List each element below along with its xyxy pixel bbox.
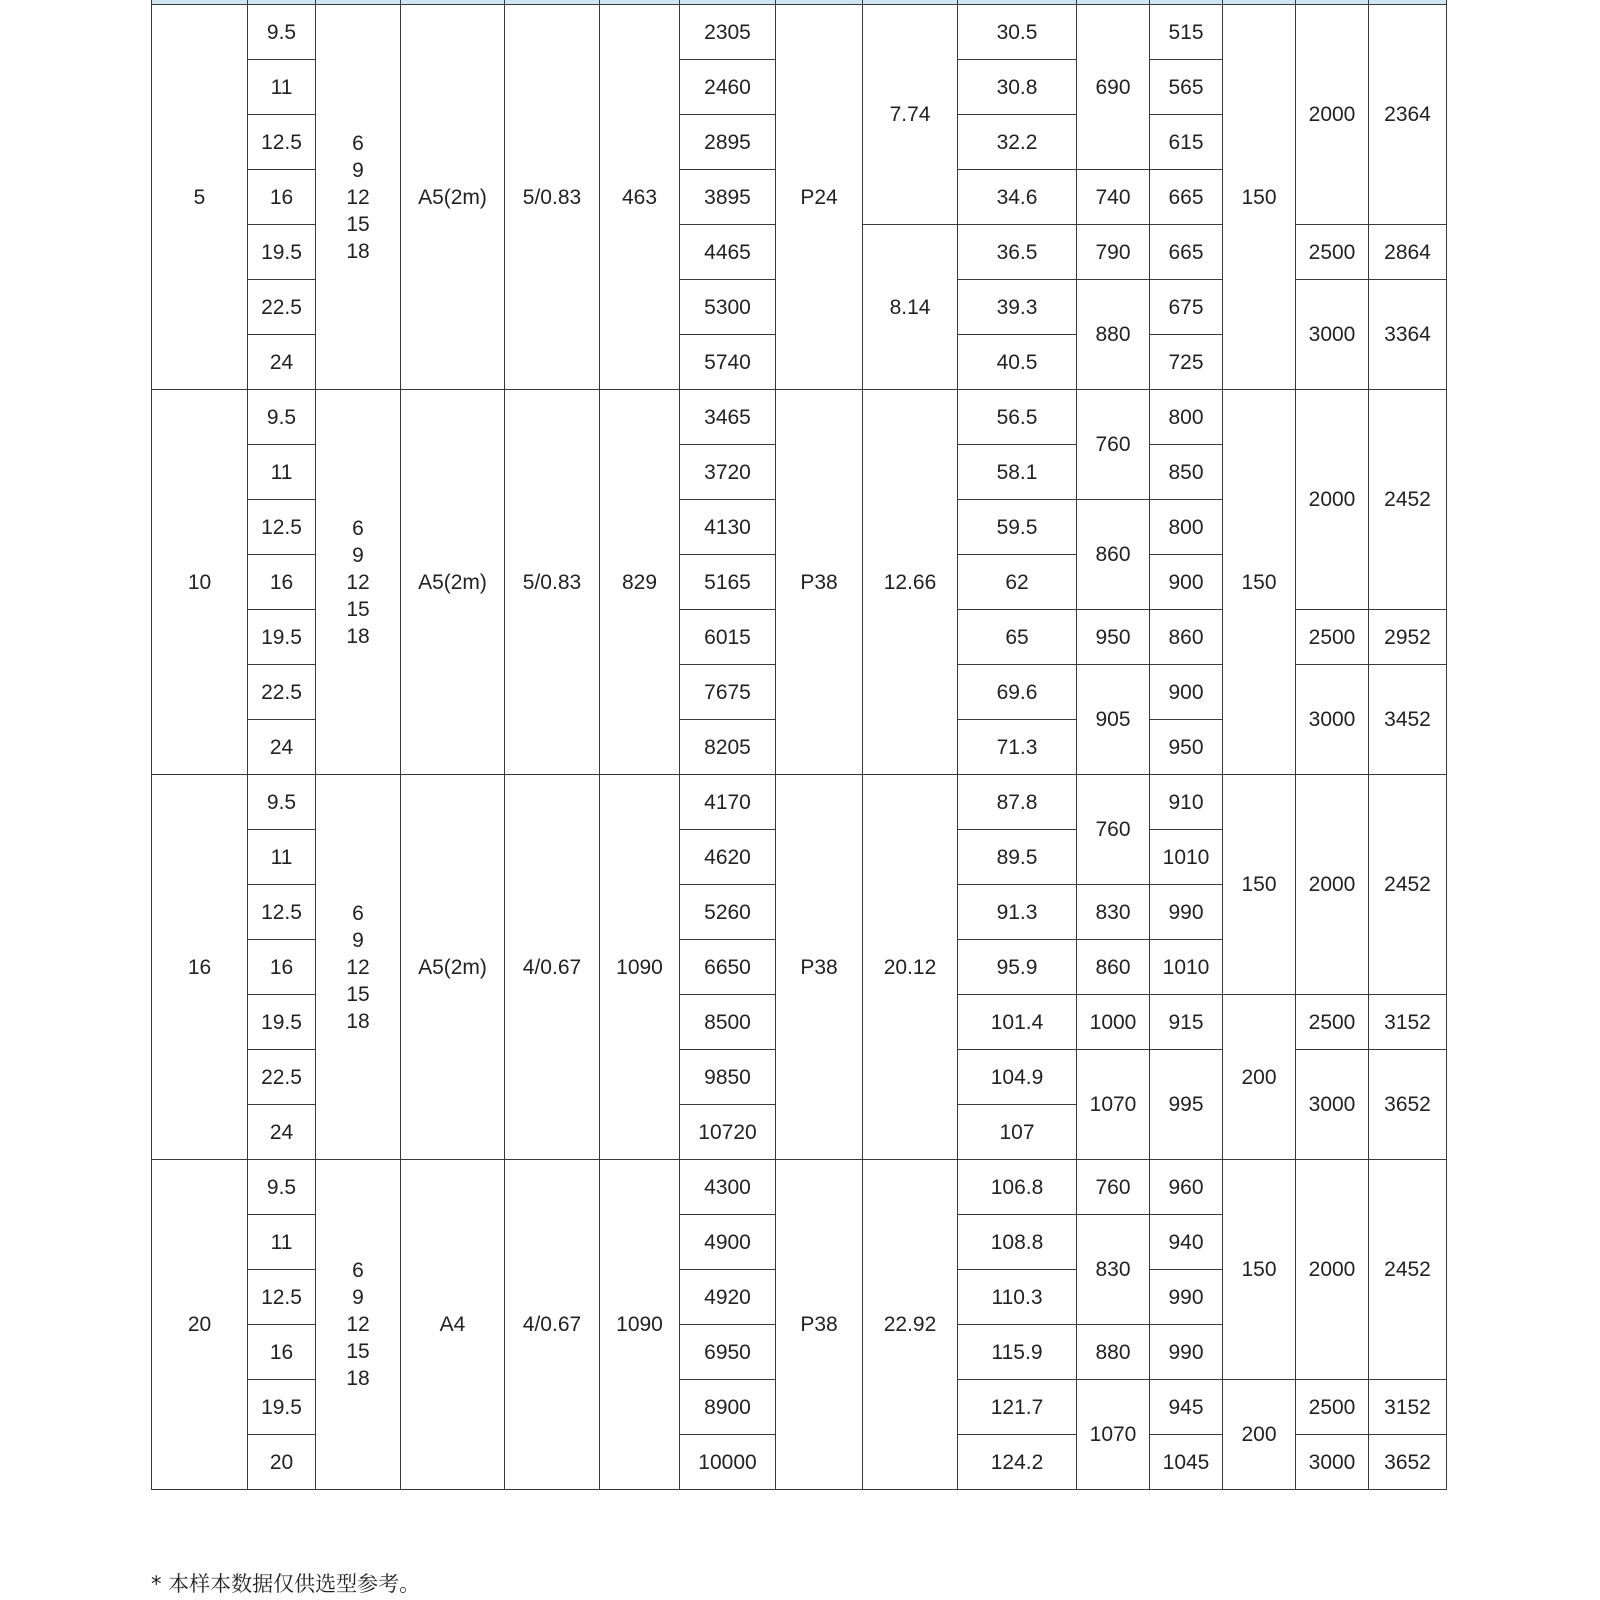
speeds-list: 6 9 12 15 18 [346, 901, 370, 1033]
cable-cell: P38 [776, 1160, 863, 1490]
cable-cell: P38 [776, 775, 863, 1160]
w2-cell: 30.5 [958, 5, 1077, 60]
k4-cell: 3000 [1296, 665, 1369, 775]
load-cell: 8900 [680, 1380, 776, 1435]
k5-cell: 3152 [1369, 1380, 1447, 1435]
k5-cell: 2452 [1369, 390, 1447, 610]
table-row [152, 5, 1447, 60]
d2-cell: 1010 [1150, 830, 1223, 885]
w2-cell: 58.1 [958, 445, 1077, 500]
lift-cell: 9.5 [248, 1160, 316, 1215]
load-cell: 4170 [680, 775, 776, 830]
k4-cell: 3000 [1296, 280, 1369, 390]
k5-cell: 3364 [1369, 280, 1447, 390]
load-cell: 4900 [680, 1215, 776, 1270]
k2-cell: 860 [1077, 940, 1150, 995]
d2-cell: 725 [1150, 335, 1223, 390]
d2-cell: 850 [1150, 445, 1223, 500]
lift-cell: 9.5 [248, 775, 316, 830]
d2-cell: 915 [1150, 995, 1223, 1050]
w2-cell: 89.5 [958, 830, 1077, 885]
k5-cell: 2452 [1369, 1160, 1447, 1380]
load-cell: 10720 [680, 1105, 776, 1160]
k4-cell: 2500 [1296, 610, 1369, 665]
machine-cell: A4 [401, 1160, 505, 1490]
w2-cell: 56.5 [958, 390, 1077, 445]
load-cell: 5300 [680, 280, 776, 335]
w2-cell: 104.9 [958, 1050, 1077, 1105]
k1-cell: 22.92 [863, 1160, 958, 1490]
d2-cell: 990 [1150, 1325, 1223, 1380]
k4-cell: 3000 [1296, 1050, 1369, 1160]
size-cell: 10 [152, 390, 248, 775]
load-cell: 4130 [680, 500, 776, 555]
d2-cell: 515 [1150, 5, 1223, 60]
k5-cell: 2364 [1369, 5, 1447, 225]
w2-cell: 95.9 [958, 940, 1077, 995]
k2-cell: 760 [1077, 390, 1150, 500]
speeds-cell [316, 390, 401, 775]
lift-cell: 19.5 [248, 225, 316, 280]
lift-cell: 22.5 [248, 280, 316, 335]
load-cell: 3720 [680, 445, 776, 500]
lift-cell: 20 [248, 1435, 316, 1490]
speeds-list: 6 9 12 15 18 [346, 1259, 370, 1390]
k1-cell: 12.66 [863, 390, 958, 775]
weight-cell: 1090 [600, 775, 680, 1160]
machine-cell: A5(2m) [401, 775, 505, 1160]
k4-cell: 2000 [1296, 390, 1369, 610]
k2-cell: 760 [1077, 775, 1150, 885]
lift-cell: 11 [248, 1215, 316, 1270]
w2-cell: 124.2 [958, 1435, 1077, 1490]
w2-cell: 32.2 [958, 115, 1077, 170]
lift-cell: 19.5 [248, 1380, 316, 1435]
load-cell: 8500 [680, 995, 776, 1050]
k4-cell: 2500 [1296, 1380, 1369, 1435]
lift-cell: 11 [248, 830, 316, 885]
load-cell: 5165 [680, 555, 776, 610]
d2-cell: 990 [1150, 1270, 1223, 1325]
d2-cell: 800 [1150, 500, 1223, 555]
k1-cell: 7.74 [863, 5, 958, 225]
k5-cell: 3152 [1369, 995, 1447, 1050]
lift-cell: 12.5 [248, 885, 316, 940]
load-cell: 4300 [680, 1160, 776, 1215]
k2-cell: 860 [1077, 500, 1150, 610]
ratio-cell: 4/0.67 [505, 1160, 600, 1490]
k2-cell: 760 [1077, 1160, 1150, 1215]
size-cell: 16 [152, 775, 248, 1160]
weight-cell: 829 [600, 390, 680, 775]
table-row [152, 1160, 1447, 1215]
speeds-list: 6 9 12 15 18 [346, 131, 370, 263]
load-cell: 3895 [680, 170, 776, 225]
k1-cell: 20.12 [863, 775, 958, 1160]
k4-cell: 2000 [1296, 775, 1369, 995]
k2-cell: 1070 [1077, 1380, 1150, 1490]
size-cell: 20 [152, 1160, 248, 1490]
k1-cell: 8.14 [863, 225, 958, 390]
k2-cell: 740 [1077, 170, 1150, 225]
d2-cell: 960 [1150, 1160, 1223, 1215]
k3-cell: 200 [1223, 1380, 1296, 1490]
load-cell: 8205 [680, 720, 776, 775]
load-cell: 2895 [680, 115, 776, 170]
speeds-list: 6 9 12 15 18 [346, 516, 370, 648]
cable-cell: P38 [776, 390, 863, 775]
speeds-cell [316, 775, 401, 1160]
load-cell: 4920 [680, 1270, 776, 1325]
w2-cell: 91.3 [958, 885, 1077, 940]
w2-cell: 65 [958, 610, 1077, 665]
d2-cell: 860 [1150, 610, 1223, 665]
k5-cell: 3652 [1369, 1050, 1447, 1160]
lift-cell: 11 [248, 60, 316, 115]
k4-cell: 3000 [1296, 1435, 1369, 1490]
table-row [152, 775, 1447, 830]
w2-cell: 71.3 [958, 720, 1077, 775]
k2-cell: 905 [1077, 665, 1150, 775]
lift-cell: 16 [248, 555, 316, 610]
d2-cell: 675 [1150, 280, 1223, 335]
d2-cell: 615 [1150, 115, 1223, 170]
w2-cell: 39.3 [958, 280, 1077, 335]
d2-cell: 665 [1150, 225, 1223, 280]
lift-cell: 12.5 [248, 115, 316, 170]
k3-cell: 200 [1223, 995, 1296, 1160]
d2-cell: 900 [1150, 665, 1223, 720]
lift-cell: 19.5 [248, 610, 316, 665]
d2-cell: 995 [1150, 1050, 1223, 1160]
k2-cell: 880 [1077, 1325, 1150, 1380]
load-cell: 2460 [680, 60, 776, 115]
k5-cell: 3652 [1369, 1435, 1447, 1490]
k3-cell: 150 [1223, 5, 1296, 390]
k2-cell: 830 [1077, 1215, 1150, 1325]
k5-cell: 2452 [1369, 775, 1447, 995]
lift-cell: 16 [248, 1325, 316, 1380]
k2-cell: 1000 [1077, 995, 1150, 1050]
w2-cell: 110.3 [958, 1270, 1077, 1325]
d2-cell: 565 [1150, 60, 1223, 115]
w2-cell: 40.5 [958, 335, 1077, 390]
k2-cell: 880 [1077, 280, 1150, 390]
k4-cell: 2500 [1296, 225, 1369, 280]
load-cell: 3465 [680, 390, 776, 445]
load-cell: 6950 [680, 1325, 776, 1380]
weight-cell: 463 [600, 5, 680, 390]
d2-cell: 800 [1150, 390, 1223, 445]
lift-cell: 9.5 [248, 5, 316, 60]
k5-cell: 2864 [1369, 225, 1447, 280]
w2-cell: 30.8 [958, 60, 1077, 115]
k3-cell: 150 [1223, 1160, 1296, 1380]
machine-cell: A5(2m) [401, 5, 505, 390]
d2-cell: 910 [1150, 775, 1223, 830]
lift-cell: 12.5 [248, 1270, 316, 1325]
d2-cell: 1010 [1150, 940, 1223, 995]
load-cell: 6015 [680, 610, 776, 665]
d2-cell: 900 [1150, 555, 1223, 610]
w2-cell: 101.4 [958, 995, 1077, 1050]
lift-cell: 24 [248, 720, 316, 775]
spec-table-container [151, 0, 1447, 1490]
load-cell: 6650 [680, 940, 776, 995]
load-cell: 4620 [680, 830, 776, 885]
lift-cell: 12.5 [248, 500, 316, 555]
d2-cell: 990 [1150, 885, 1223, 940]
load-cell: 7675 [680, 665, 776, 720]
lift-cell: 24 [248, 335, 316, 390]
d2-cell: 665 [1150, 170, 1223, 225]
k2-cell: 830 [1077, 885, 1150, 940]
ratio-cell: 5/0.83 [505, 5, 600, 390]
k2-cell: 690 [1077, 5, 1150, 170]
lift-cell: 19.5 [248, 995, 316, 1050]
d2-cell: 945 [1150, 1380, 1223, 1435]
speeds-cell [316, 1160, 401, 1490]
load-cell: 9850 [680, 1050, 776, 1105]
lift-cell: 16 [248, 170, 316, 225]
ratio-cell: 4/0.67 [505, 775, 600, 1160]
w2-cell: 59.5 [958, 500, 1077, 555]
w2-cell: 115.9 [958, 1325, 1077, 1380]
footnote: * 本样本数据仅供选型参考。 [151, 1572, 421, 1596]
cable-cell: P24 [776, 5, 863, 390]
w2-cell: 62 [958, 555, 1077, 610]
w2-cell: 34.6 [958, 170, 1077, 225]
k3-cell: 150 [1223, 775, 1296, 995]
w2-cell: 106.8 [958, 1160, 1077, 1215]
d2-cell: 1045 [1150, 1435, 1223, 1490]
load-cell: 5740 [680, 335, 776, 390]
k4-cell: 2000 [1296, 5, 1369, 225]
k4-cell: 2500 [1296, 995, 1369, 1050]
lift-cell: 22.5 [248, 665, 316, 720]
k4-cell: 2000 [1296, 1160, 1369, 1380]
w2-cell: 36.5 [958, 225, 1077, 280]
w2-cell: 69.6 [958, 665, 1077, 720]
lift-cell: 11 [248, 445, 316, 500]
spec-table [151, 0, 1447, 1490]
w2-cell: 87.8 [958, 775, 1077, 830]
ratio-cell: 5/0.83 [505, 390, 600, 775]
machine-cell: A5(2m) [401, 390, 505, 775]
speeds-cell [316, 5, 401, 390]
lift-cell: 9.5 [248, 390, 316, 445]
load-cell: 2305 [680, 5, 776, 60]
d2-cell: 950 [1150, 720, 1223, 775]
k2-cell: 790 [1077, 225, 1150, 280]
table-row [152, 390, 1447, 445]
lift-cell: 24 [248, 1105, 316, 1160]
weight-cell: 1090 [600, 1160, 680, 1490]
d2-cell: 940 [1150, 1215, 1223, 1270]
w2-cell: 108.8 [958, 1215, 1077, 1270]
load-cell: 5260 [680, 885, 776, 940]
w2-cell: 107 [958, 1105, 1077, 1160]
lift-cell: 22.5 [248, 1050, 316, 1105]
k5-cell: 2952 [1369, 610, 1447, 665]
size-cell: 5 [152, 5, 248, 390]
k2-cell: 950 [1077, 610, 1150, 665]
load-cell: 10000 [680, 1435, 776, 1490]
k2-cell: 1070 [1077, 1050, 1150, 1160]
load-cell: 4465 [680, 225, 776, 280]
w2-cell: 121.7 [958, 1380, 1077, 1435]
k3-cell: 150 [1223, 390, 1296, 775]
k5-cell: 3452 [1369, 665, 1447, 775]
lift-cell: 16 [248, 940, 316, 995]
